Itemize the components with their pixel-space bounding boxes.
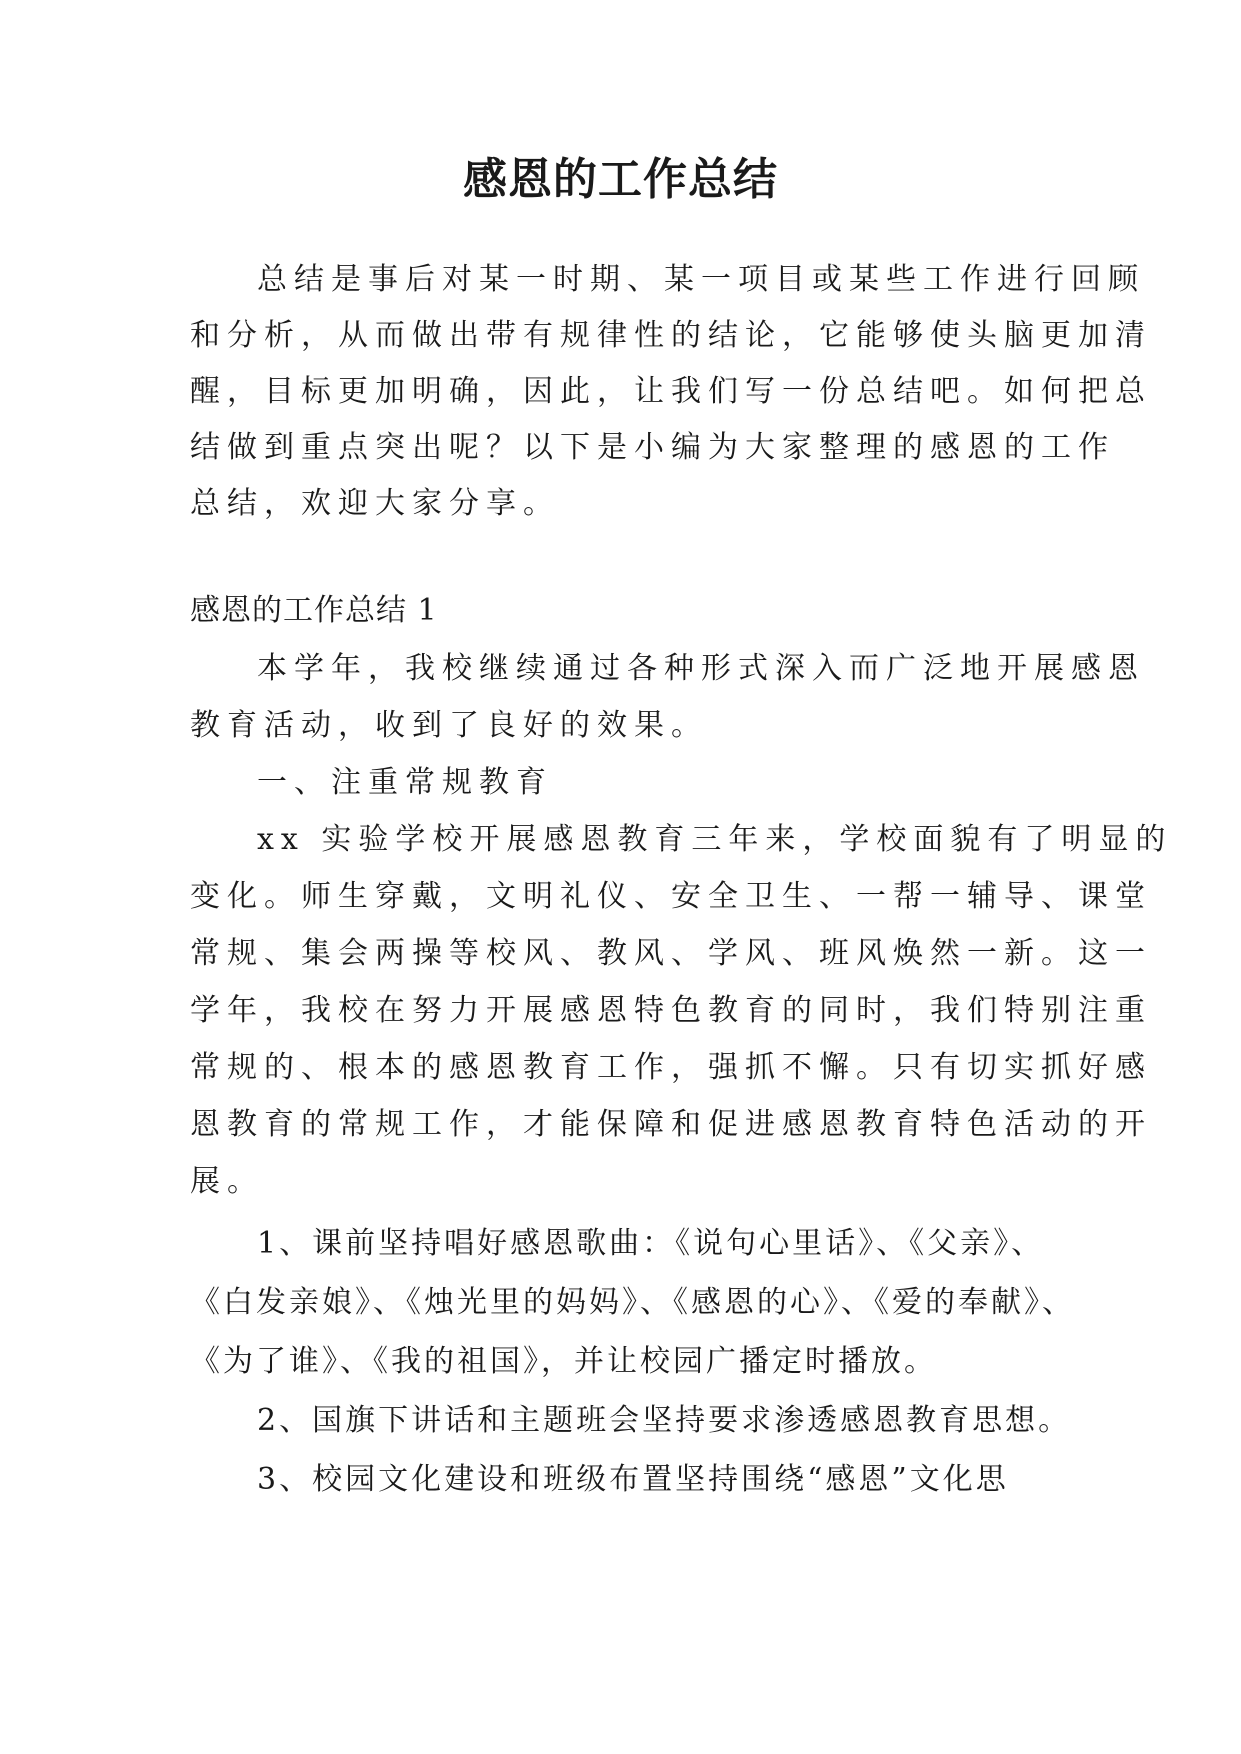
list-item-line: 《为了谁》、《我的祖国》，并让校园广播定时播放。 bbox=[190, 1344, 937, 1379]
intro-line: 醒，目标更加明确，因此，让我们写一份总结吧。如何把总 bbox=[190, 374, 1152, 409]
body-line: 展。 bbox=[190, 1164, 264, 1199]
list-item-line: 3、校园文化建设和班级布置坚持围绕“感恩”文化思 bbox=[257, 1462, 1009, 1497]
body-line: 恩教育的常规工作，才能保障和促进感恩教育特色活动的开 bbox=[190, 1107, 1152, 1142]
body-line: 本学年，我校继续通过各种形式深入而广泛地开展感恩 bbox=[257, 651, 1145, 686]
body-line: 教育活动，收到了良好的效果。 bbox=[190, 708, 708, 743]
intro-line: 结做到重点突出呢？以下是小编为大家整理的感恩的工作 bbox=[190, 430, 1115, 465]
document-title: 感恩的工作总结 bbox=[463, 154, 778, 205]
intro-line: 和分析，从而做出带有规律性的结论，它能够使头脑更加清 bbox=[190, 318, 1152, 353]
subheading-line: 一、注重常规教育 bbox=[257, 765, 553, 800]
body-line: 常规的、根本的感恩教育工作，强抓不懈。只有切实抓好感 bbox=[190, 1050, 1152, 1085]
section-heading: 感恩的工作总结 1 bbox=[190, 593, 438, 628]
body-line: xx 实验学校开展感恩教育三年来，学校面貌有了明显的 bbox=[257, 822, 1173, 857]
intro-line: 总结是事后对某一时期、某一项目或某些工作进行回顾 bbox=[257, 262, 1145, 297]
body-line: 常规、集会两操等校风、教风、学风、班风焕然一新。这一 bbox=[190, 936, 1152, 971]
list-item-line: 《白发亲娘》、《烛光里的妈妈》、《感恩的心》、《爱的奉献》、 bbox=[190, 1285, 1075, 1320]
list-item-line: 1、课前坚持唱好感恩歌曲：《说句心里话》、《父亲》、 bbox=[257, 1226, 1045, 1261]
body-line: 变化。师生穿戴，文明礼仪、安全卫生、一帮一辅导、课堂 bbox=[190, 879, 1152, 914]
body-line: 学年，我校在努力开展感恩特色教育的同时，我们特别注重 bbox=[190, 993, 1152, 1028]
intro-line: 总结，欢迎大家分享。 bbox=[190, 486, 560, 521]
list-item-line: 2、国旗下讲话和主题班会坚持要求渗透感恩教育思想。 bbox=[257, 1403, 1072, 1438]
